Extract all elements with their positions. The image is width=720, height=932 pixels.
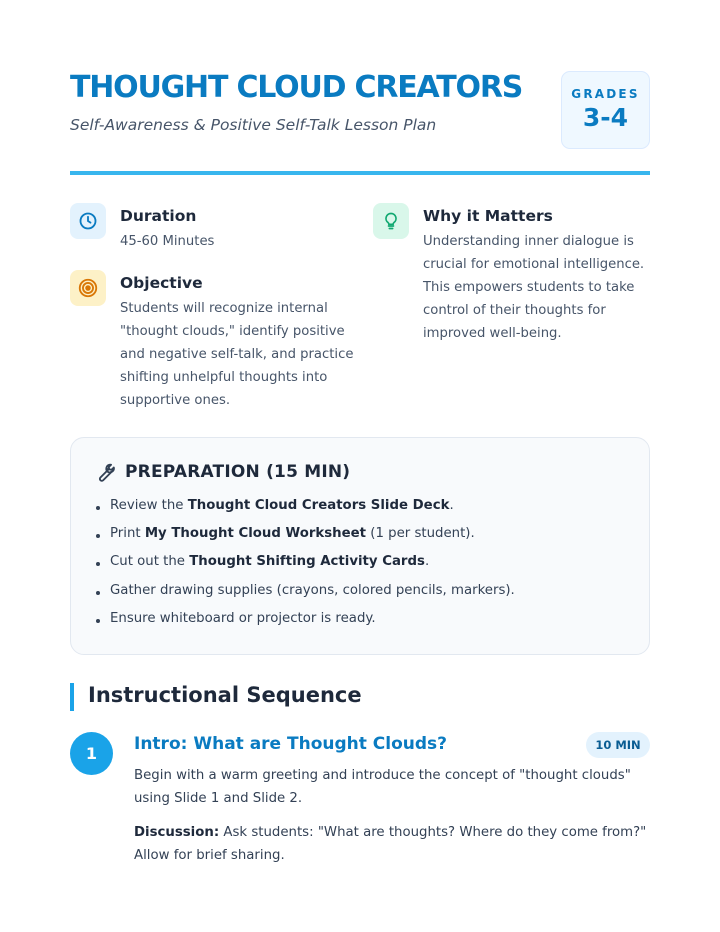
preparation-list <box>94 498 515 639</box>
list-item: Print My Thought Cloud Worksheet (1 per student). <box>94 526 515 554</box>
why-it-matters-block <box>373 203 650 343</box>
clock-icon <box>70 203 106 239</box>
why-text: Understanding inner dialogue is crucial for emotional intelligence. This empowers students to take control of their thoughts for improved well-being. <box>423 234 645 341</box>
duration-block <box>70 203 350 253</box>
grades-label: GRADES <box>571 87 640 101</box>
list-item: Cut out the Thought Shifting Activity Cards. <box>94 554 515 582</box>
objective-text: Students will recognize internal "thought clouds," identify positive and negative self-talk, and practice shifting unhelpful thoughts into supportive ones. <box>120 301 354 408</box>
header <box>70 70 650 150</box>
list-item: Ensure whiteboard or projector is ready. <box>94 611 515 639</box>
list-item: Review the Thought Cloud Creators Slide Deck. <box>94 498 515 526</box>
list-item: Gather drawing supplies (crayons, colored pencils, markers). <box>94 583 515 611</box>
duration-title: Duration <box>120 207 197 225</box>
target-icon <box>70 270 106 306</box>
objective-block <box>70 270 360 410</box>
duration-text: 45-60 Minutes <box>120 234 215 249</box>
step-description: Begin with a warm greeting and introduce the concept of "thought clouds" using Slide 1 and Slide 2. <box>134 768 631 806</box>
objective-title: Objective <box>120 274 203 292</box>
why-title: Why it Matters <box>423 207 553 225</box>
page-title: THOUGHT CLOUD CREATORS <box>70 70 523 105</box>
preparation-panel <box>70 437 650 655</box>
step-time-badge: 10 MIN <box>586 732 650 758</box>
grades-badge <box>561 71 650 149</box>
page-subtitle: Self-Awareness & Positive Self-Talk Lesson Plan <box>70 116 437 134</box>
step-title: Intro: What are Thought Clouds? <box>134 734 448 754</box>
grades-value: 3-4 <box>582 103 629 132</box>
lightbulb-icon <box>373 203 409 239</box>
section-title: Instructional Sequence <box>88 683 362 707</box>
wrench-icon <box>93 462 115 488</box>
step-number-badge: 1 <box>70 732 113 775</box>
header-divider <box>70 171 650 175</box>
section-accent-bar <box>70 683 74 711</box>
step-discussion: Discussion: Ask students: "What are thoughts? Where do they come from?" Allow for brief sharing. <box>134 825 647 863</box>
preparation-title: PREPARATION (15 MIN) <box>125 462 351 482</box>
